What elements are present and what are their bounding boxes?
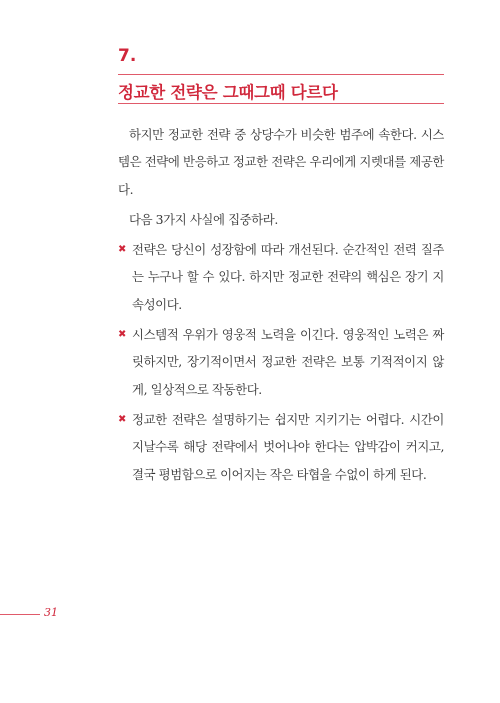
x-mark-icon: ✖: [118, 329, 126, 341]
bullet-text: 정교한 전략은 설명하기는 쉽지만 지키기는 어렵다. 시간이 지날수록 해당 전략에서 벗어나야 한다는 압박감이 커지고, 결국 평범함으로 이어지는 작은 타협을 수없이 하게 된다.: [132, 411, 444, 482]
bullet-text: 시스템적 우위가 영웅적 노력을 이긴다. 영웅적인 노력은 짜릿하지만, 장기적이면서 정교한 전략은 보통 기적적이지 않게, 일상적으로 작동한다.: [132, 327, 444, 397]
bullet-item: [118, 236, 444, 318]
x-mark-icon: ✖: [118, 413, 126, 425]
page-number: 31: [44, 606, 58, 619]
x-mark-icon: ✖: [118, 244, 126, 256]
body-text: [118, 121, 444, 491]
bullet-item: [118, 406, 444, 488]
paragraph: 하지만 정교한 전략 중 상당수가 비슷한 범주에 속한다. 시스템은 전략에 반응하고 정교한 전략은 우리에게 지렛대를 제공한다.: [118, 127, 444, 197]
chapter-title: 정교한 전략은 그때그때 다르다: [118, 83, 338, 102]
page-number-rule: [0, 614, 40, 615]
title-rule-bottom: [118, 103, 444, 104]
chapter-number: 7.: [118, 46, 137, 66]
title-rule-top: [118, 74, 444, 75]
bullet-text: 전략은 당신이 성장함에 따라 개선된다. 순간적인 전력 질주는 누구나 할 수 있다. 하지만 정교한 전략의 핵심은 장기 지속성이다.: [132, 242, 444, 312]
paragraph: 다음 3가지 사실에 집중하라.: [129, 211, 278, 227]
bullet-item: [118, 321, 444, 403]
bullet-list: [118, 236, 444, 488]
